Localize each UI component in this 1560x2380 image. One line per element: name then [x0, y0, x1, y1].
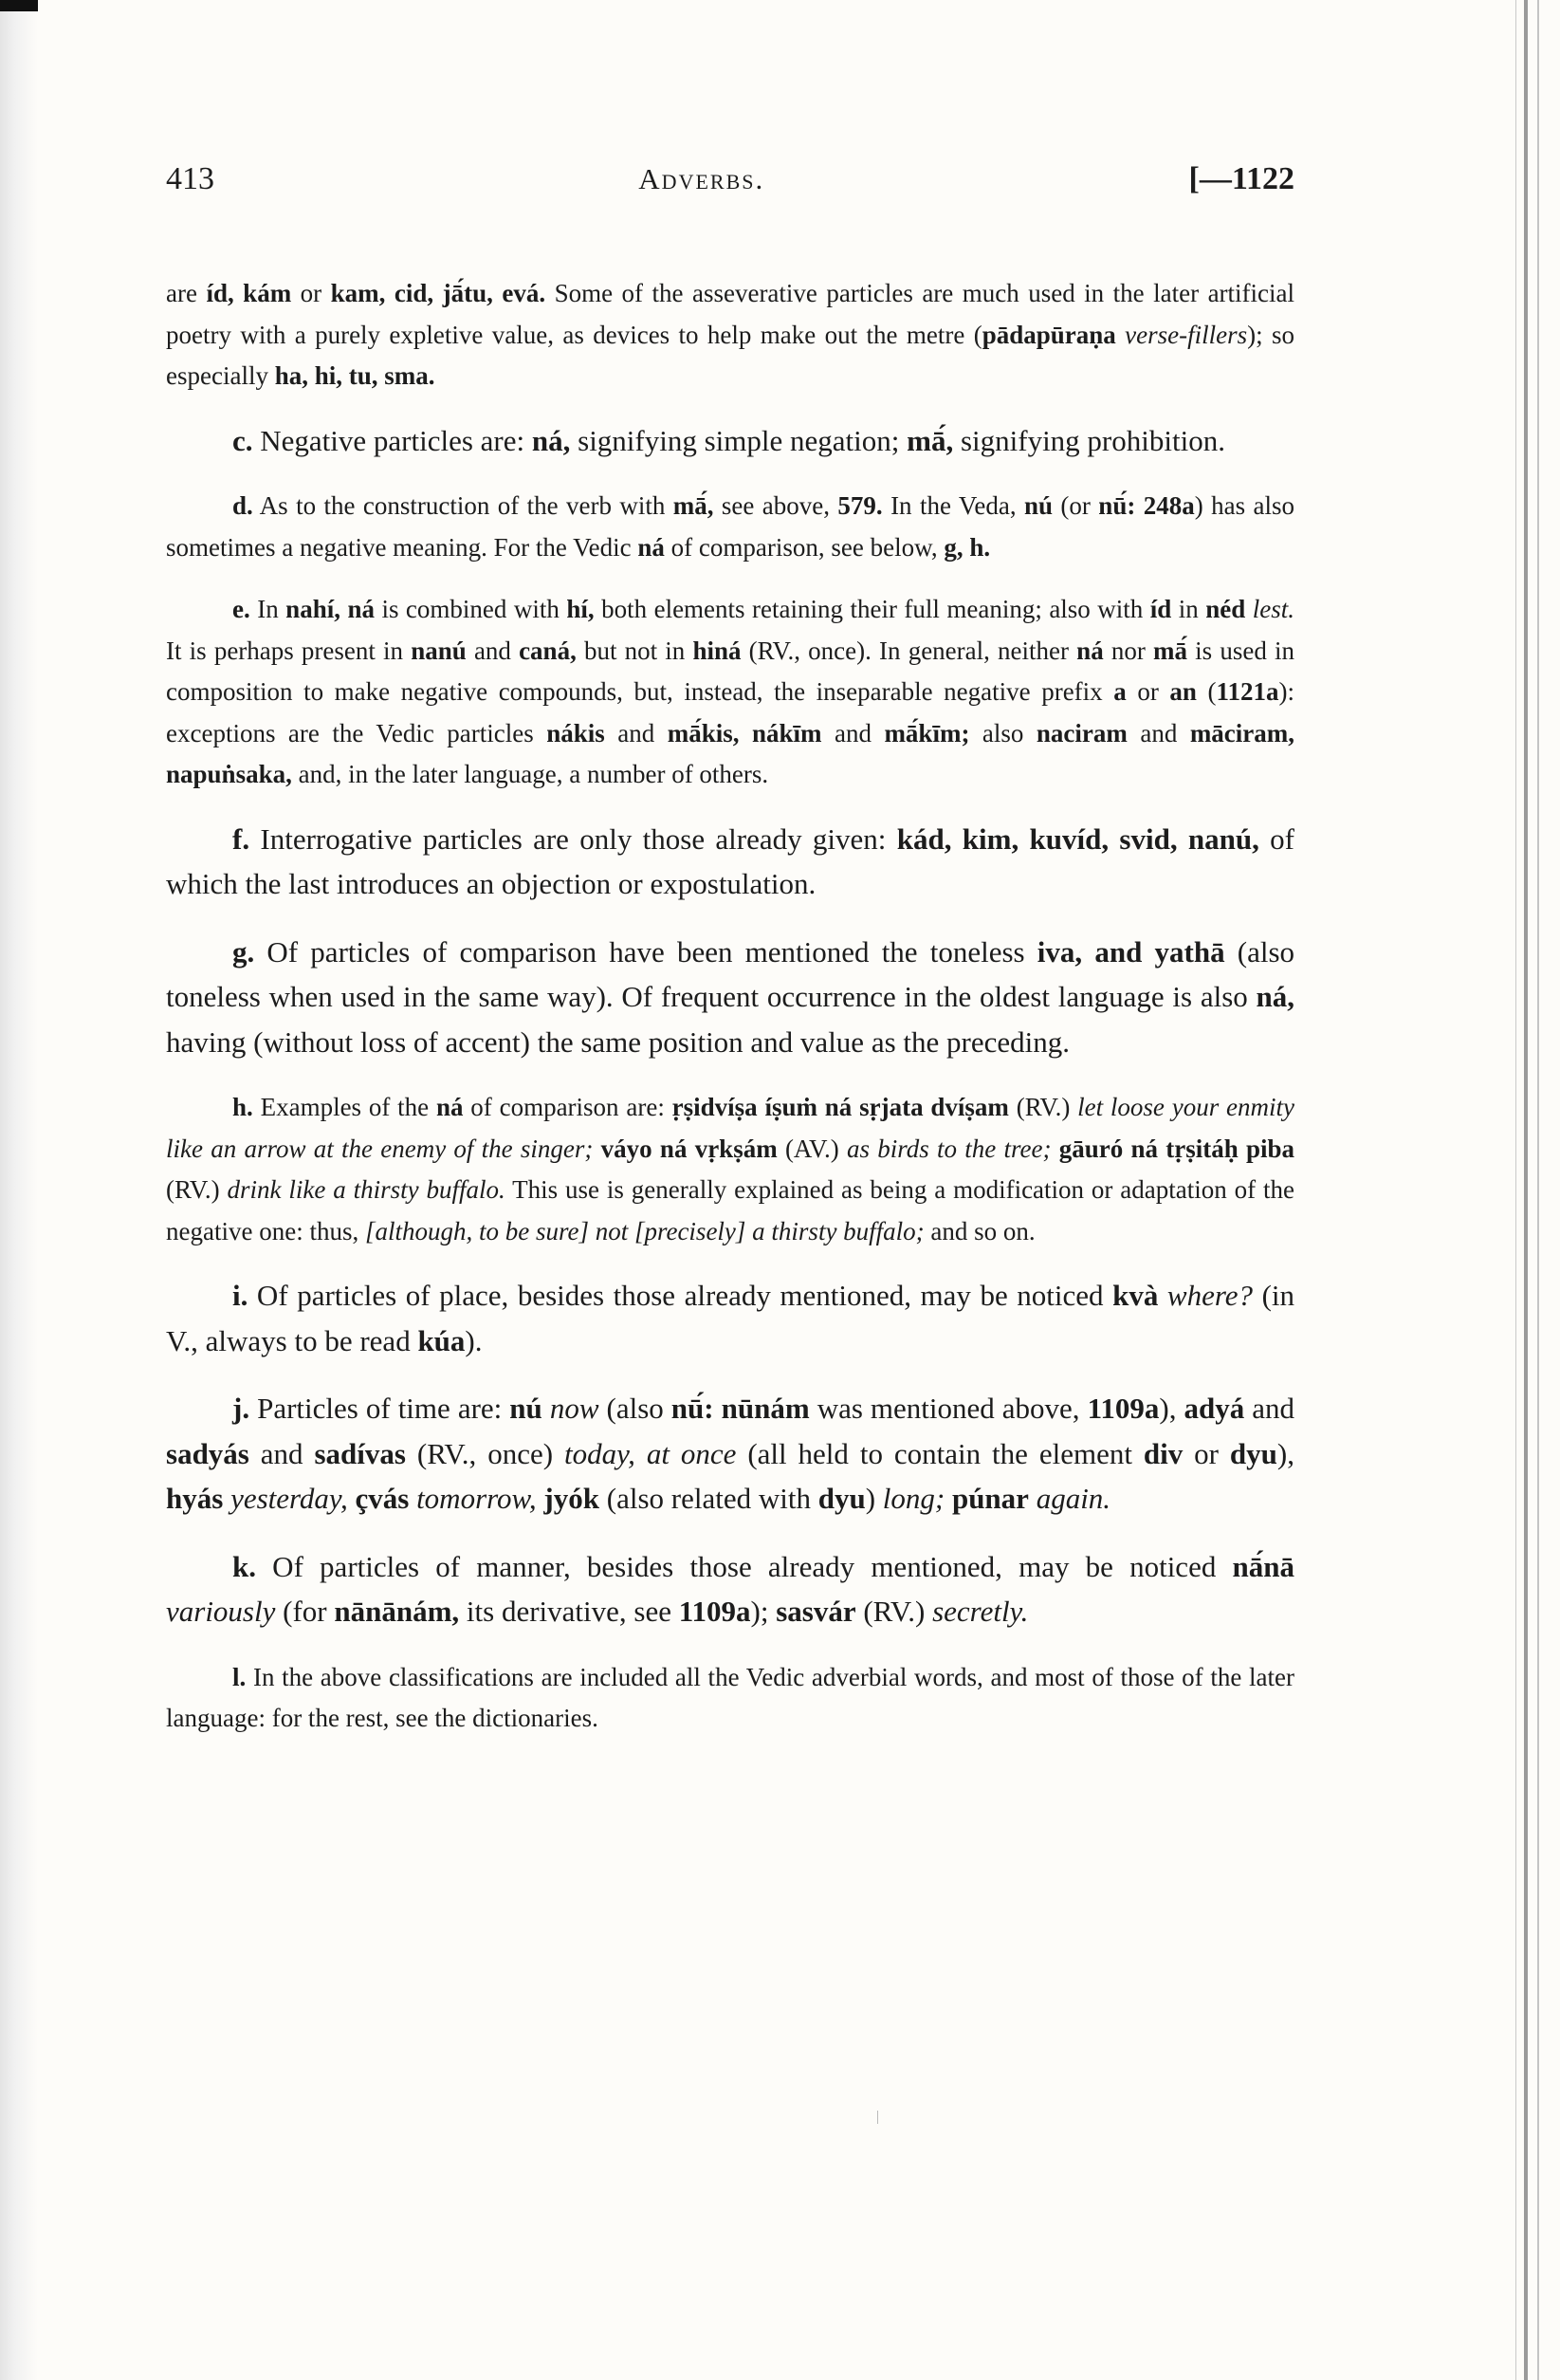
scan-corner [0, 0, 38, 11]
paragraph-e: e. In nahí, ná is combined with hí, both elements retaining their full meaning; also with íd in néd lest. It is perhaps present in nanú and caná, but not in hiná (RV., once). In general, neither ná nor mā́ is used in composition to make negative compounds, but, instead, the inseparable negative prefix a or an (1121a): exceptions are the Vedic particles nákis and mā́kis, nákīm and mā́kīm; also naciram and māciram, napuṅsaka, and, in the later language, a number of others. [166, 595, 1295, 788]
paragraph-l: l. In the above classifications are included all the Vedic adverbial words, and most of those of the later language: for the rest, see the dictionaries. [166, 1662, 1294, 1732]
paragraph-h: h. Examples of the ná of comparison are: ṛṣidvíṣa íṣuṁ ná sṛjata dvíṣam (RV.) let loose your enmity like an arrow at the enemy of the singer; váyo ná vṛkṣám (AV.) as birds to the tree; gāuró ná tṛṣitáḥ piba (RV.) drink like a thirsty buffalo. This use is generally explained as being a modification or adaptation of the negative one: thus, [although, to be sure] not [precisely] a thirsty buffalo; and so on. [166, 1093, 1294, 1245]
scan-edge-right [1515, 0, 1560, 2380]
paragraph-k: k. Of particles of manner, besides those already mentioned, may be noticed nā́nā variously (for nānānám, its derivative, see 1109a); sasvár (RV.) secretly. [166, 1549, 1294, 1628]
header-title: Adverbs. [638, 162, 765, 195]
paragraph-j: j. Particles of time are: nú now (also nū́: nūnám was mentioned above, 1109a), adyá and sadyás and sadívas (RV., once) today, at once (all held to contain the element div or dyu), hyás yesterday, çvás tomorrow, jyók (also related with dyu) long; púnar again. [166, 1392, 1295, 1515]
section-range: [—1122 [1188, 161, 1294, 196]
scan-mark [877, 2111, 888, 2124]
paragraph-f: f. Interrogative particles are only those already given: kád, kim, kuvíd, svid, nanú, of which the last introduces an objection or expostulation. [166, 821, 1294, 900]
paragraph-d: d. As to the construction of the verb with mā́, see above, 579. In the Veda, nú (or nū́: 248a) has also sometimes a negative meaning. For the Vedic ná of comparison, see below, g, h. [166, 491, 1294, 562]
paragraph-i: i. Of particles of place, besides those already mentioned, may be noticed kvà where? (in V., always to be read kúa). [166, 1279, 1295, 1357]
paragraph-g: g. Of particles of comparison have been mentioned the toneless iva, and yathā (also toneless when used in the same way). Of frequent occurrence in the oldest language is also ná, having (without loss of accent) the same position and value as the preceding. [166, 934, 1295, 1059]
page [166, 161, 1294, 1761]
continuation-paragraph: are íd, kám or kam, cid, jā́tu, evá. Some of the asseverative particles are much used in the later artificial poetry with a purely expletive value, as devices to help make out the metre (pādapūraṇa verse-fillers); so especially ha, hi, tu, sma. [166, 279, 1295, 390]
paragraph-c: c. Negative particles are: ná, signifying simple negation; mā́, signifying prohibition. [232, 423, 1225, 457]
scan-edge-left [0, 0, 38, 2380]
running-header [166, 161, 1294, 218]
page-number: 413 [166, 161, 214, 196]
